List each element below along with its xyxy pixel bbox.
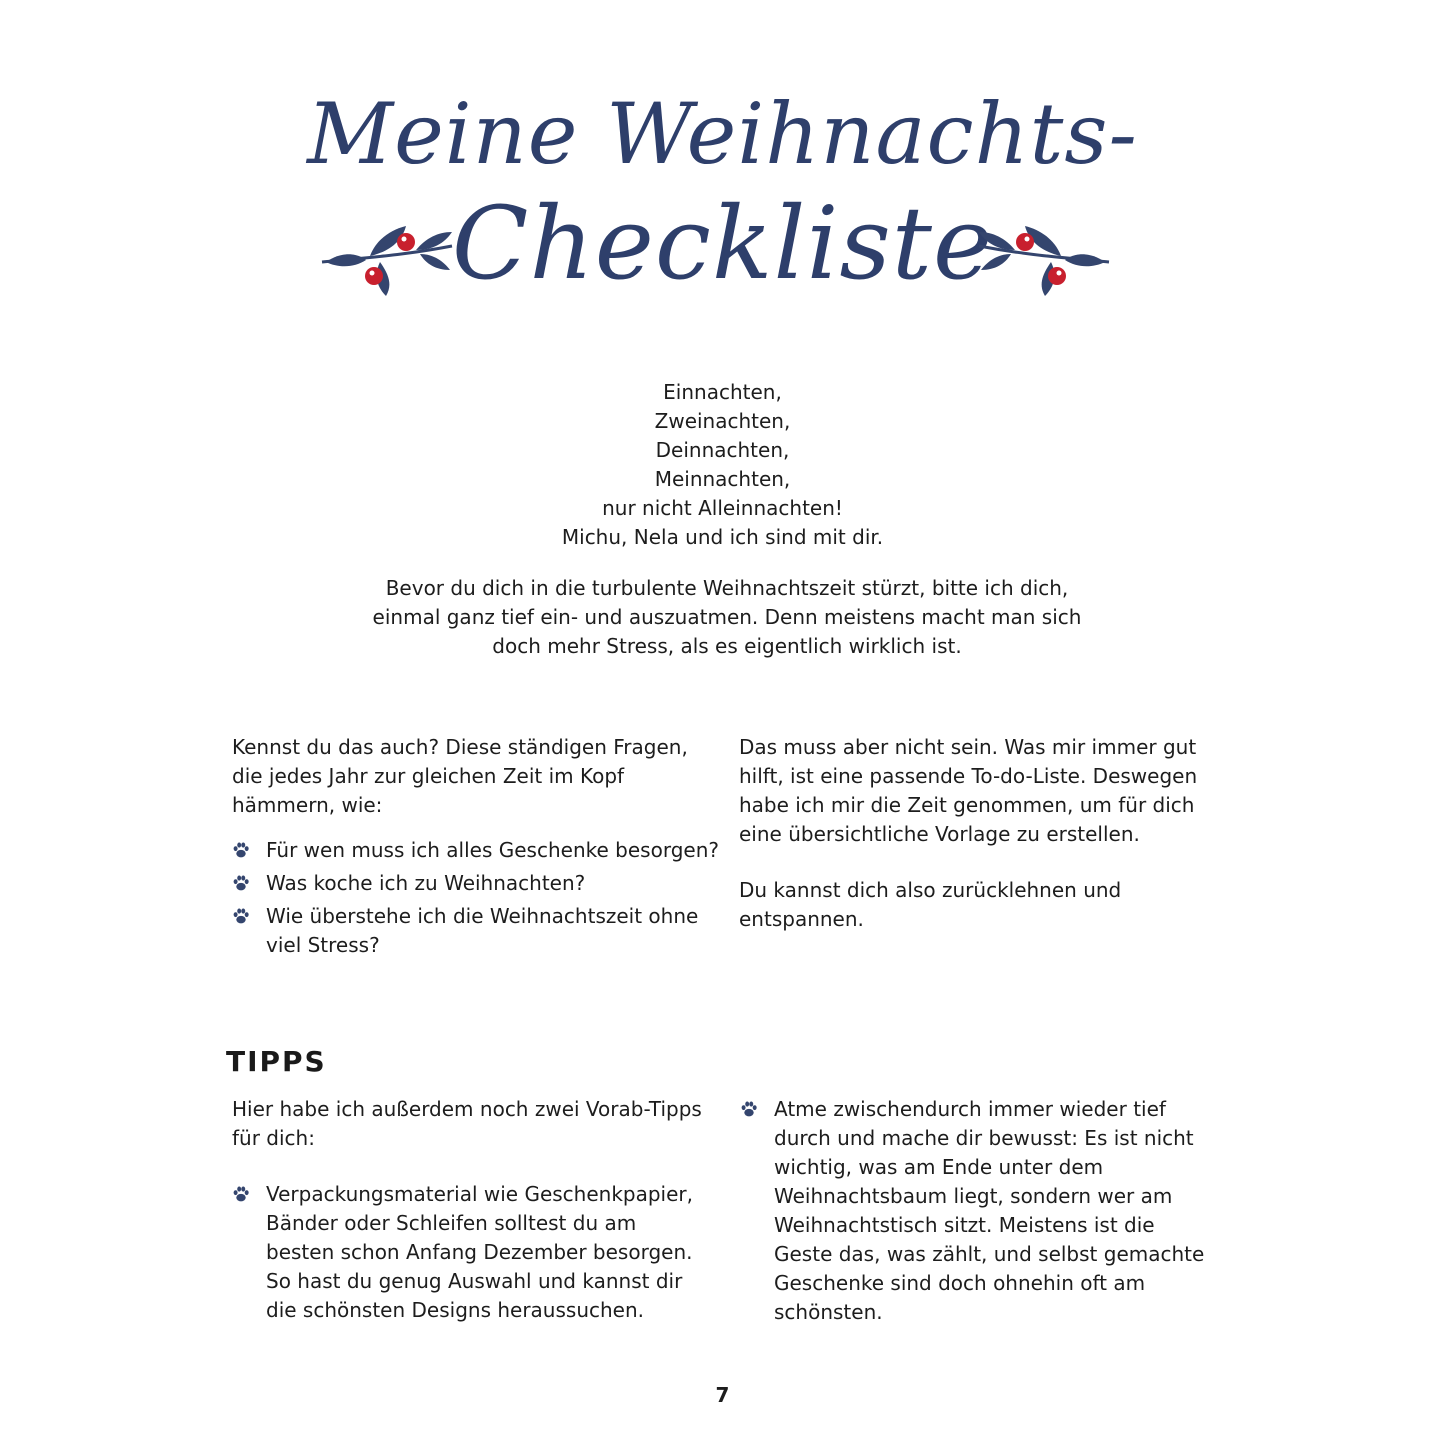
list-item (232, 869, 722, 898)
poem-line: Meinnachten, (654, 467, 791, 491)
poem-line: nur nicht Alleinnachten! (602, 496, 843, 520)
list-item-text: Wie überstehe ich die Weihnachtszeit ohne viel Stress? (266, 904, 699, 957)
list-item-text: Atme zwischendurch immer wieder tief durch und mache dir bewusst: Es ist nicht wichtig, was am Ende unter dem Weihnachtsbaum liegt, sondern wer am Weihnachtstisch sitzt. Meistens ist die Geste das, was zählt, und selbst gemachte Geschenke sind doch ohnehin oft am schönsten. (774, 1097, 1205, 1324)
poem (0, 378, 1445, 552)
paw-icon (740, 1100, 758, 1118)
list-item-text: Was koche ich zu Weihnachten? (266, 871, 586, 895)
title-line-1: Meine Weihnachts- (307, 85, 1138, 183)
title-line-2: Checkliste (451, 185, 994, 302)
right-column (739, 733, 1229, 934)
tips-intro-paragraph: Hier habe ich außerdem noch zwei Vorab-Tipps für dich: (232, 1097, 702, 1150)
list-item (232, 1180, 702, 1325)
paw-icon (232, 907, 250, 925)
list-item (740, 1095, 1210, 1327)
list-item (232, 836, 722, 865)
relax-paragraph: Du kannst dich also zurücklehnen und entspannen. (739, 878, 1122, 931)
tips-list-left (232, 1180, 702, 1325)
holly-branch-left-icon (320, 222, 455, 297)
intro-paragraph: Bevor du dich in die turbulente Weihnachtszeit stürzt, bitte ich dich, einmal ganz tief ein- und auszuatmen. Denn meistens macht man sich doch mehr Stress, als es eigentlich wirklich ist. (372, 576, 1082, 658)
poem-line: Deinnachten, (655, 438, 790, 462)
page-number: 7 (715, 1383, 730, 1407)
tips-right-column (740, 1095, 1210, 1327)
todo-paragraph: Das muss aber nicht sein. Was mir immer gut hilft, ist eine passende To-do-Liste. Deswegen habe ich mir die Zeit genommen, um für dich eine übersichtliche Vorlage zu erstellen. (739, 735, 1198, 846)
questions-intro-paragraph: Kennst du das auch? Diese ständigen Fragen, die jedes Jahr zur gleichen Zeit im Kopf hämmern, wie: (232, 735, 688, 817)
poem-line: Einnachten, (663, 380, 782, 404)
left-column (232, 733, 722, 960)
holly-branch-right-icon (976, 222, 1111, 297)
list-item-text: Für wen muss ich alles Geschenke besorgen? (266, 838, 719, 862)
page-title (0, 82, 1445, 302)
list-item-text: Verpackungsmaterial wie Geschenkpapier, Bänder oder Schleifen solltest du am besten schon Anfang Dezember besorgen. So hast du genug Auswahl und kannst dir die schönsten Designs heraussuchen. (266, 1182, 693, 1322)
tips-heading: TIPPS (226, 1045, 327, 1078)
list-item (232, 902, 722, 960)
tips-list-right (740, 1095, 1210, 1327)
paw-icon (232, 1185, 250, 1203)
paw-icon (232, 841, 250, 859)
paw-icon (232, 874, 250, 892)
poem-line: Zweinachten, (654, 409, 791, 433)
tips-left-column (232, 1095, 702, 1325)
poem-line: Michu, Nela und ich sind mit dir. (561, 525, 884, 549)
questions-list (232, 836, 722, 960)
